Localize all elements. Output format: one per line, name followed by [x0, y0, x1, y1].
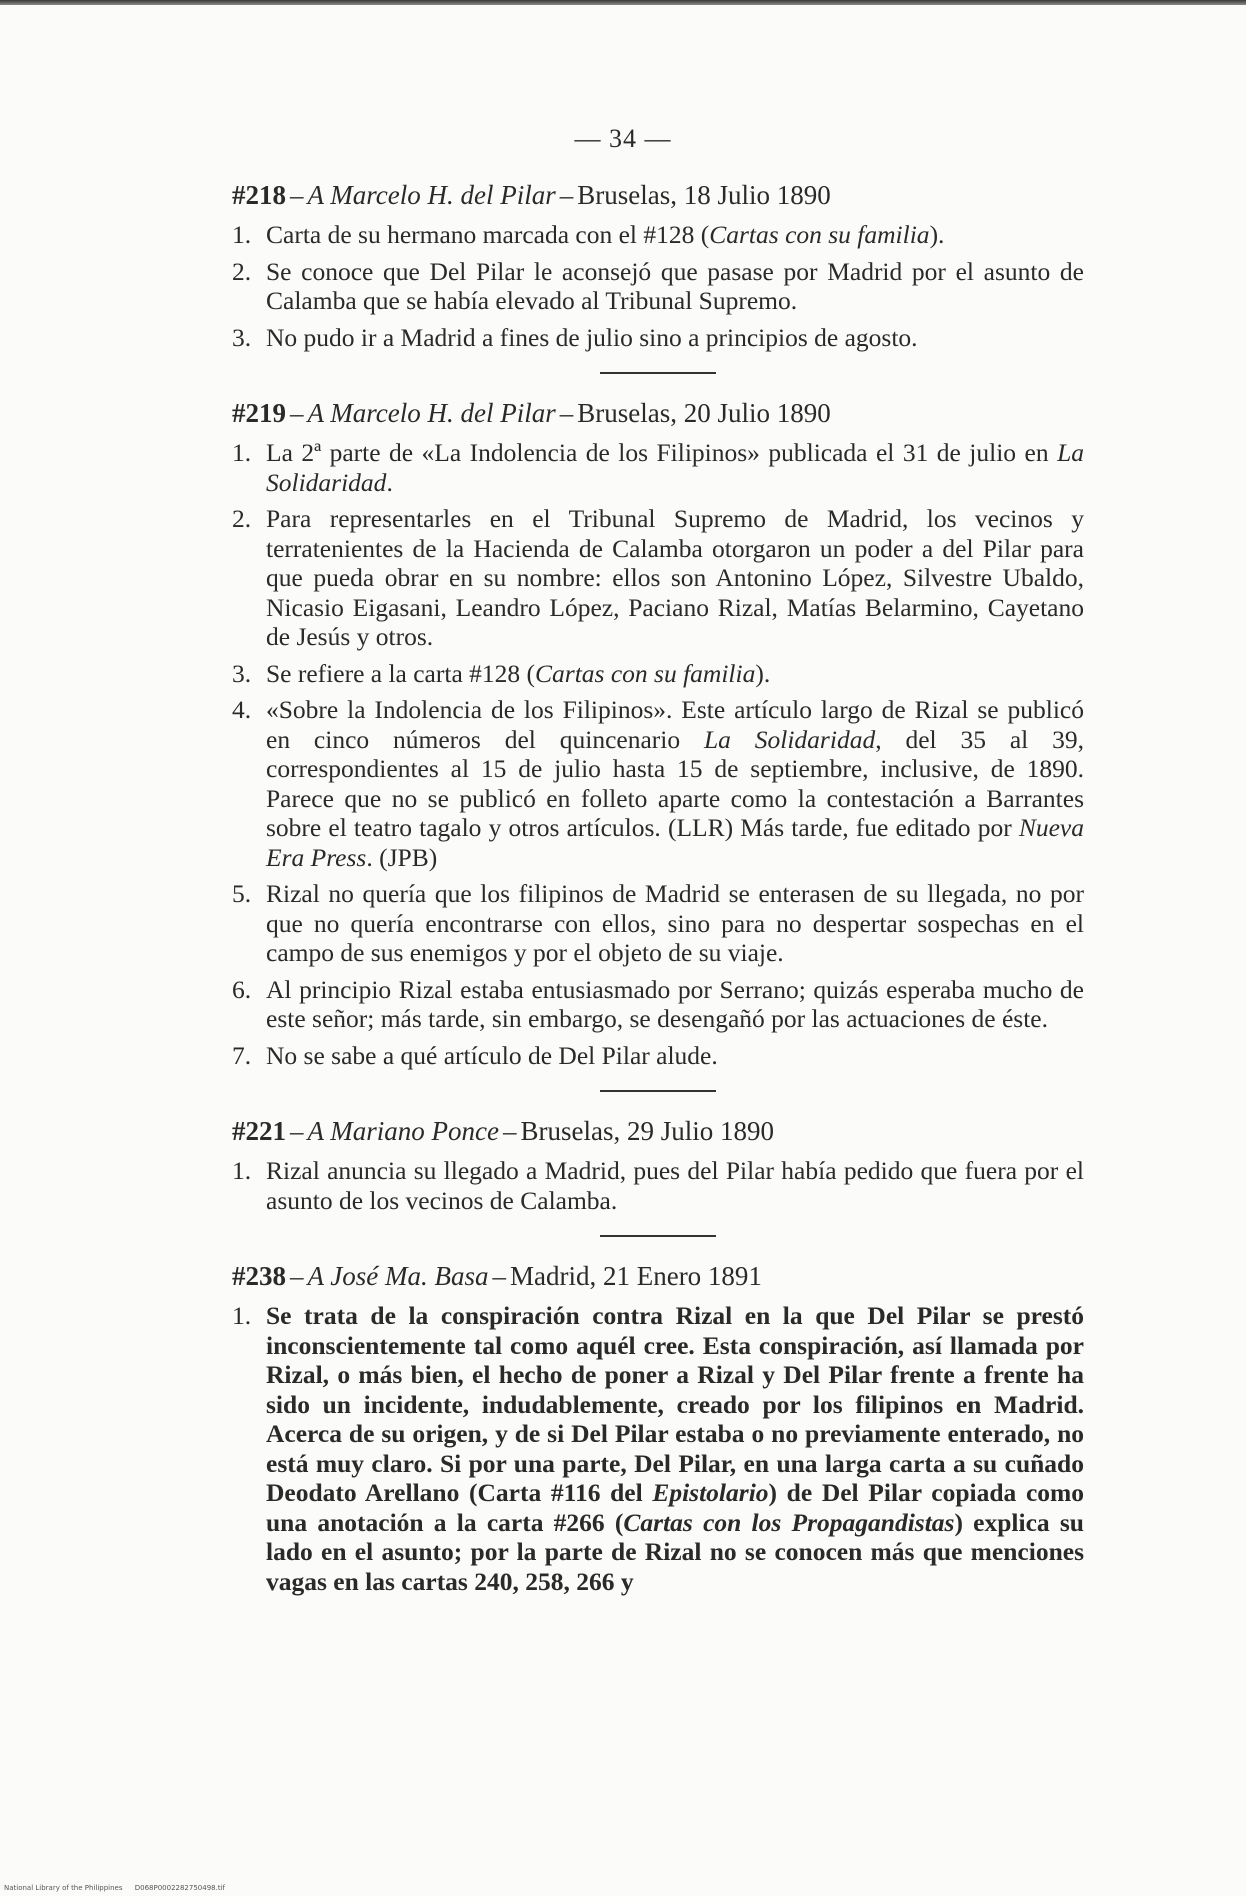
note-item — [232, 504, 1084, 652]
entry-number: #238 — [232, 1261, 286, 1291]
note-text-run: . — [386, 467, 393, 497]
heading-dash: – — [492, 1261, 506, 1291]
note-text — [266, 659, 1084, 689]
note-text-run: ). — [929, 220, 945, 249]
section-separator — [600, 1090, 716, 1092]
heading-dash: – — [290, 398, 304, 428]
note-text-run: No pudo ir a Madrid a fines de julio sino a principios de agosto. — [266, 322, 918, 352]
entry-heading — [232, 1259, 1084, 1293]
note-item — [232, 438, 1084, 497]
notes-list — [232, 438, 1084, 1070]
note-number: 3. — [232, 658, 252, 688]
note-number: 1. — [232, 220, 252, 249]
note-item — [232, 1156, 1084, 1215]
italic-title: Epistolario — [652, 1478, 769, 1507]
note-number: 1. — [232, 438, 252, 467]
note-item — [232, 1041, 1084, 1071]
entry-recipient: A José Ma. Basa — [307, 1261, 489, 1291]
entry-recipient: A Mariano Ponce — [307, 1116, 499, 1146]
note-item — [232, 1301, 1084, 1596]
note-text — [266, 438, 1084, 497]
entry-heading — [232, 396, 1084, 430]
note-item — [232, 257, 1084, 316]
notes-list — [232, 220, 1084, 352]
italic-title: Cartas con los Propagandistas — [623, 1507, 955, 1537]
footer-library-label: National Library of the Philippines — [4, 1884, 123, 1892]
note-text — [266, 1301, 1084, 1596]
section-separator — [600, 1235, 716, 1237]
note-text-run: Rizal no quería que los filipinos de Madrid se enterasen de su llegada, no por que no quería encontrarse con ellos, sino para no despertar sospechas en el campo de sus enemigos y por el objeto de su viaje. — [266, 879, 1084, 967]
note-text — [266, 504, 1084, 652]
entry-number: #221 — [232, 1116, 286, 1146]
note-text-run: No se sabe a qué artículo de Del Pilar alude. — [266, 1040, 718, 1070]
note-item — [232, 975, 1084, 1034]
heading-dash: – — [559, 180, 574, 210]
entry-recipient: A Marcelo H. del Pilar — [307, 398, 556, 428]
note-number: 7. — [232, 1040, 252, 1070]
entry-heading — [232, 178, 1084, 212]
heading-dash: – — [290, 1261, 304, 1291]
note-text — [266, 1156, 1084, 1215]
entry-place-date: Bruselas, 29 Julio 1890 — [520, 1116, 774, 1146]
note-text-run: Carta de su hermano marcada con el #128 ( — [266, 220, 710, 249]
note-text-run: Rizal anuncia su llegado a Madrid, pues del Pilar había pedido que fuera por el asunto de los vecinos de Calamba. — [266, 1156, 1084, 1215]
note-text-run: . (JPB) — [366, 842, 438, 872]
note-text — [266, 1041, 1084, 1071]
note-text-run: ) explica su lado en el asunto; por la parte de Rizal no se conocen más que menciones vagas en las cartas 240, 258, 266 y — [266, 1507, 1084, 1596]
entry-place-date: Bruselas, 20 Julio 1890 — [577, 398, 831, 428]
note-text-run: Se conoce que Del Pilar le aconsejó que pasase por Madrid por el asunto de Calamba que se había elevado al Tribunal Supremo. — [266, 256, 1084, 315]
note-number: 3. — [232, 322, 252, 352]
note-text-run: «Sobre la Indolencia de los Filipinos». Este artículo largo de Rizal se publicó en cinco números del quincenario — [266, 695, 1084, 754]
heading-dash: – — [502, 1116, 517, 1146]
note-item — [232, 323, 1084, 353]
note-text — [266, 220, 1084, 250]
note-number: 5. — [232, 879, 252, 908]
note-text-run: Se trata de la conspiración contra Rizal en la que Del Pilar se prestó inconscientemente tal como aquél cree. Esta conspiración, así llamada por Rizal, o más bien, el hecho de poner a Rizal y Del Pilar frente a frente ha sido un incidente, indudablemente, creado por los filipinos en Madrid. Acerca de su origen, y de si Del Pilar estaba o no previamente enterado, no está muy claro. Si por una parte, Del Pilar, en una larga carta a su cuñado Deodato Arellano (Carta #116 del — [266, 1301, 1084, 1507]
top-border-rule — [0, 0, 1246, 5]
note-item — [232, 695, 1084, 872]
note-text — [266, 879, 1084, 968]
note-item — [232, 220, 1084, 250]
heading-dash: – — [559, 398, 574, 428]
page-body — [232, 178, 1084, 1603]
note-text-run: Se refiere a la carta #128 ( — [266, 658, 536, 688]
note-item — [232, 659, 1084, 689]
note-text-run: ). — [755, 658, 771, 688]
note-text-run: , del 35 al 39, correspondientes al 15 de julio hasta 15 de septiembre, inclusive, de 1890. Parece que no se publicó en folleto aparte como la contestación a Barrantes sobre el teatro tagalo y otros artículos. (LLR) Más tarde, fue editado por — [266, 724, 1084, 842]
entry-heading — [232, 1114, 1084, 1148]
heading-dash: – — [290, 1116, 304, 1146]
heading-dash: – — [290, 180, 304, 210]
letter-entry — [232, 396, 1084, 1070]
note-number: 2. — [232, 256, 252, 286]
italic-title: La Solidaridad — [266, 438, 1084, 497]
letter-entry — [232, 1114, 1084, 1215]
page-number: — 34 — — [574, 124, 672, 153]
note-number: 4. — [232, 695, 252, 724]
note-text — [266, 257, 1084, 316]
entry-recipient: A Marcelo H. del Pilar — [307, 180, 556, 210]
note-number: 1. — [232, 1156, 252, 1185]
note-text-run: Al principio Rizal estaba entusiasmado por Serrano; quizás esperaba mucho de este señor; más tarde, sin embargo, se desengañó por las actuaciones de éste. — [266, 974, 1084, 1033]
italic-title: Nueva Era Press — [266, 813, 1084, 872]
footer-file-label: D068P0002282750498.tif — [134, 1884, 225, 1892]
notes-list — [232, 1156, 1084, 1215]
scan-footer — [4, 1884, 235, 1892]
italic-title: Cartas con su familia — [709, 220, 930, 249]
italic-title: Cartas con su familia — [535, 658, 756, 688]
letter-entry — [232, 178, 1084, 352]
note-text-run: La 2ª parte de «La Indolencia de los Filipinos» publicada el 31 de julio en — [266, 438, 1058, 467]
note-number: 2. — [232, 504, 252, 533]
note-number: 6. — [232, 974, 252, 1004]
note-item — [232, 879, 1084, 968]
entry-number: #219 — [232, 398, 286, 428]
section-separator — [600, 372, 716, 374]
note-text — [266, 975, 1084, 1034]
note-text — [266, 695, 1084, 872]
note-number: 1. — [232, 1301, 252, 1330]
italic-title: La Solidaridad — [703, 724, 876, 754]
note-text-run: ) de Del Pilar copiada como una anotación a la carta #266 ( — [266, 1478, 1084, 1537]
entry-place-date: Bruselas, 18 Julio 1890 — [577, 180, 831, 210]
note-text — [266, 323, 1084, 353]
entry-number: #218 — [232, 180, 286, 210]
letter-entry — [232, 1259, 1084, 1596]
notes-list — [232, 1301, 1084, 1596]
entry-place-date: Madrid, 21 Enero 1891 — [509, 1261, 762, 1291]
note-text-run: Para representarles en el Tribunal Supremo de Madrid, los vecinos y terratenientes de la Hacienda de Calamba otorgaron un poder a del Pilar para que pueda obrar en su nombre: ellos son Antonino López, Silvestre Ubaldo, Nicasio Eigasani, Leandro López, Paciano Rizal, Matías Belarmino, Cayetano de Jesús y otros. — [266, 504, 1084, 651]
